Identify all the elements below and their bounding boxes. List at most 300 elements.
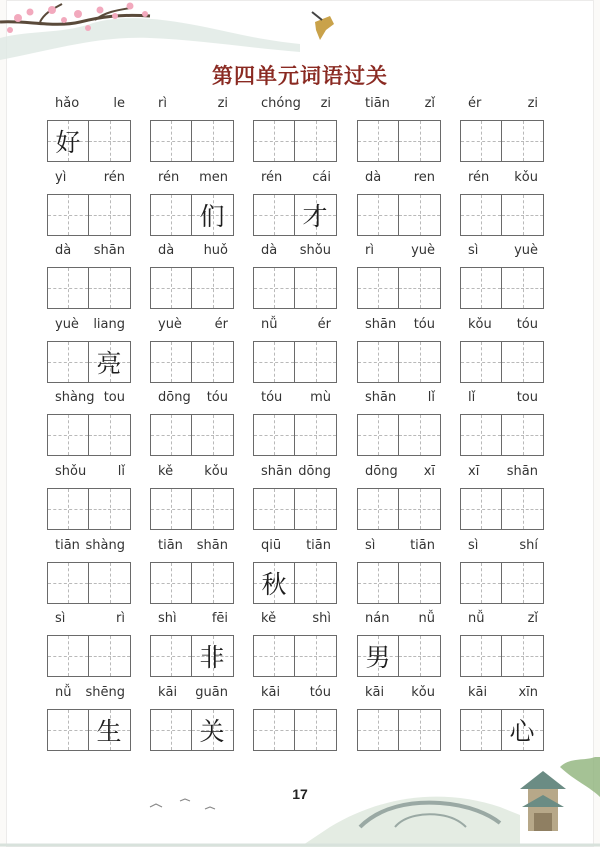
tianzige-box[interactable]	[399, 267, 441, 309]
pinyin-syllable: lǐ	[427, 390, 435, 406]
writing-boxes	[253, 635, 337, 677]
tianzige-box[interactable]	[192, 635, 234, 677]
printed-character: 才	[302, 201, 328, 231]
tianzige-box[interactable]	[89, 341, 131, 383]
pinyin-syllable: tóu	[516, 316, 538, 332]
tianzige-box[interactable]	[253, 635, 295, 677]
tianzige-box[interactable]	[192, 488, 234, 530]
pinyin-syllable: nán	[365, 611, 390, 627]
tianzige-box[interactable]	[502, 635, 544, 677]
pinyin-syllable: dà	[55, 243, 72, 259]
vocab-item	[150, 611, 236, 681]
vocab-row	[47, 611, 557, 685]
pinyin-syllable: le	[113, 96, 125, 111]
tianzige-box[interactable]	[150, 414, 192, 456]
printed-character: 非	[199, 643, 225, 673]
printed-character	[89, 489, 129, 529]
printed-character	[151, 489, 191, 529]
printed-character	[358, 710, 398, 750]
writing-boxes	[357, 341, 441, 383]
printed-character	[358, 342, 398, 382]
pinyin-syllable: zi	[320, 96, 331, 111]
tianzige-box[interactable]	[150, 341, 192, 383]
tianzige-box[interactable]	[150, 488, 192, 530]
pinyin-line	[47, 243, 133, 265]
pinyin-syllable: kě	[261, 611, 277, 627]
pinyin-syllable: ér	[468, 96, 482, 111]
vocab-item	[47, 464, 133, 534]
tianzige-box[interactable]	[502, 341, 544, 383]
tianzige-box[interactable]	[47, 194, 89, 236]
pinyin-line	[47, 96, 133, 118]
tianzige-box[interactable]	[460, 488, 502, 530]
tianzige-box[interactable]	[399, 414, 441, 456]
printed-character	[48, 415, 88, 455]
vocab-item	[460, 317, 546, 387]
tianzige-box[interactable]	[192, 120, 234, 162]
writing-boxes	[357, 709, 441, 751]
pinyin-syllable: nǚ	[468, 611, 485, 627]
tianzige-box[interactable]	[253, 341, 295, 383]
tianzige-box[interactable]	[192, 194, 234, 236]
pinyin-syllable: tiān	[55, 537, 80, 553]
tianzige-box[interactable]	[295, 562, 337, 604]
pinyin-syllable: rì	[116, 611, 125, 627]
writing-boxes	[357, 414, 441, 456]
tianzige-box[interactable]	[253, 488, 295, 530]
printed-character	[254, 710, 294, 750]
printed-character	[89, 195, 129, 235]
pinyin-syllable: xī	[423, 464, 435, 479]
tianzige-box[interactable]	[502, 709, 544, 751]
tianzige-box[interactable]	[253, 194, 295, 236]
pinyin-syllable: kǒu	[468, 316, 492, 332]
vocab-item	[460, 390, 546, 460]
pinyin-syllable: kāi	[365, 684, 385, 700]
pinyin-syllable: mù	[310, 390, 331, 406]
tianzige-box[interactable]	[357, 414, 399, 456]
vocab-item	[357, 538, 443, 608]
pinyin-syllable: xīn	[518, 684, 538, 700]
tianzige-box[interactable]	[89, 635, 131, 677]
printed-character: 关	[199, 716, 225, 746]
tianzige-box[interactable]	[295, 414, 337, 456]
printed-character: 男	[365, 643, 391, 673]
pinyin-syllable: tiān	[158, 537, 183, 553]
tianzige-box[interactable]	[460, 414, 502, 456]
pinyin-line	[357, 317, 443, 339]
tianzige-box[interactable]	[460, 709, 502, 751]
pinyin-line	[253, 390, 339, 412]
pinyin-syllable: sì	[468, 537, 479, 553]
pinyin-syllable: ér	[214, 316, 228, 332]
tianzige-box[interactable]	[47, 635, 89, 677]
pinyin-line	[47, 464, 133, 486]
tianzige-box[interactable]	[357, 562, 399, 604]
printed-character	[295, 636, 335, 676]
pinyin-syllable: shān	[506, 464, 538, 479]
printed-character	[192, 268, 232, 308]
pinyin-syllable: tóu	[206, 390, 228, 406]
writing-boxes	[253, 267, 337, 309]
pinyin-syllable: dà	[365, 169, 382, 185]
pinyin-syllable: shì	[158, 611, 177, 627]
pinyin-syllable: cái	[312, 169, 331, 185]
pinyin-line	[150, 538, 236, 560]
pinyin-line	[253, 538, 339, 560]
tianzige-box[interactable]	[357, 267, 399, 309]
printed-character	[399, 489, 439, 529]
tianzige-box[interactable]	[357, 635, 399, 677]
vocab-row	[47, 464, 557, 538]
tianzige-box[interactable]	[357, 341, 399, 383]
tianzige-box[interactable]	[150, 267, 192, 309]
tianzige-box[interactable]	[192, 414, 234, 456]
pinyin-syllable: kǒu	[411, 684, 435, 700]
tianzige-box[interactable]	[47, 709, 89, 751]
pinyin-syllable: tóu	[413, 316, 435, 332]
printed-character	[89, 121, 129, 161]
vocab-row	[47, 538, 557, 612]
vocab-item	[150, 243, 236, 313]
printed-character	[399, 710, 439, 750]
pinyin-line	[460, 464, 546, 486]
vocab-row	[47, 317, 557, 391]
pinyin-syllable: lǐ	[468, 390, 476, 406]
vocab-item	[150, 538, 236, 608]
pinyin-line	[150, 317, 236, 339]
printed-character	[358, 563, 398, 603]
pinyin-syllable: zǐ	[424, 96, 435, 111]
printed-character	[151, 415, 191, 455]
printed-character	[358, 195, 398, 235]
tianzige-box[interactable]	[150, 562, 192, 604]
printed-character	[48, 268, 88, 308]
printed-character	[151, 563, 191, 603]
writing-boxes	[150, 635, 234, 677]
pinyin-line	[47, 685, 133, 707]
vocab-item	[47, 538, 133, 608]
pinyin-syllable: kǒu	[514, 169, 538, 185]
tianzige-box[interactable]	[399, 562, 441, 604]
tianzige-box[interactable]	[150, 194, 192, 236]
writing-boxes	[357, 194, 441, 236]
tianzige-box[interactable]	[295, 341, 337, 383]
pinyin-line	[460, 685, 546, 707]
writing-boxes	[357, 120, 441, 162]
tianzige-box[interactable]	[502, 562, 544, 604]
writing-boxes	[253, 709, 337, 751]
pinyin-syllable: dōng	[365, 464, 398, 479]
printed-character	[254, 121, 294, 161]
tianzige-box[interactable]	[502, 488, 544, 530]
tianzige-box[interactable]	[253, 562, 295, 604]
printed-character	[48, 342, 88, 382]
pinyin-line	[253, 317, 339, 339]
printed-character	[358, 415, 398, 455]
pinyin-line	[460, 538, 546, 560]
pinyin-line	[47, 317, 133, 339]
tianzige-box[interactable]	[150, 635, 192, 677]
pinyin-syllable: kāi	[468, 684, 488, 700]
printed-character	[295, 268, 335, 308]
tianzige-box[interactable]	[399, 120, 441, 162]
pinyin-syllable: sì	[55, 611, 66, 627]
printed-character	[461, 563, 501, 603]
writing-boxes	[357, 562, 441, 604]
tianzige-box[interactable]	[460, 341, 502, 383]
vocab-item	[357, 464, 443, 534]
writing-boxes	[47, 267, 131, 309]
printed-character	[399, 415, 439, 455]
tianzige-box[interactable]	[460, 267, 502, 309]
tianzige-box[interactable]	[253, 709, 295, 751]
pinyin-syllable: yuè	[55, 316, 79, 332]
writing-boxes	[47, 635, 131, 677]
tianzige-box[interactable]	[192, 709, 234, 751]
printed-character	[295, 489, 335, 529]
vocab-item	[150, 96, 236, 166]
printed-character	[461, 636, 501, 676]
tianzige-box[interactable]	[89, 562, 131, 604]
tianzige-box[interactable]	[253, 414, 295, 456]
page-title: 第四单元词语过关	[212, 63, 388, 88]
pinyin-syllable: tiān	[410, 537, 435, 553]
pinyin-syllable: zǐ	[527, 611, 538, 627]
writing-boxes	[357, 635, 441, 677]
tianzige-box[interactable]	[89, 488, 131, 530]
writing-boxes	[47, 562, 131, 604]
printed-character: 亮	[96, 348, 122, 378]
pinyin-syllable: shān	[196, 537, 228, 553]
pinyin-syllable: tiān	[365, 96, 390, 111]
pinyin-line	[460, 317, 546, 339]
tianzige-box[interactable]	[47, 488, 89, 530]
pinyin-syllable: dōng	[158, 390, 191, 406]
tianzige-box[interactable]	[89, 414, 131, 456]
writing-boxes	[460, 635, 544, 677]
tianzige-box[interactable]	[295, 488, 337, 530]
pinyin-line	[253, 170, 339, 192]
pinyin-line	[253, 685, 339, 707]
writing-boxes	[47, 341, 131, 383]
tianzige-box[interactable]	[399, 635, 441, 677]
pinyin-syllable: kě	[158, 464, 174, 479]
printed-character	[151, 710, 191, 750]
pinyin-syllable: xī	[468, 464, 480, 479]
tianzige-box[interactable]	[357, 120, 399, 162]
printed-character	[89, 415, 129, 455]
vocab-item	[150, 390, 236, 460]
pinyin-line	[150, 243, 236, 265]
vocab-item	[357, 685, 443, 755]
writing-boxes	[460, 194, 544, 236]
tianzige-box[interactable]	[192, 267, 234, 309]
printed-character	[461, 342, 501, 382]
vocab-item	[47, 611, 133, 681]
pinyin-line	[150, 464, 236, 486]
pinyin-syllable: ér	[317, 316, 331, 332]
vocab-item	[357, 96, 443, 166]
vocab-item	[253, 611, 339, 681]
tianzige-box[interactable]	[89, 709, 131, 751]
printed-character	[192, 342, 232, 382]
printed-character	[254, 268, 294, 308]
tianzige-box[interactable]	[399, 488, 441, 530]
writing-boxes	[253, 194, 337, 236]
vocab-item	[47, 317, 133, 387]
tianzige-box[interactable]	[253, 120, 295, 162]
pinyin-syllable: rén	[158, 169, 180, 185]
writing-boxes	[150, 709, 234, 751]
pinyin-line	[47, 390, 133, 412]
tianzige-box[interactable]	[295, 194, 337, 236]
tianzige-box[interactable]	[89, 120, 131, 162]
writing-boxes	[150, 267, 234, 309]
writing-boxes	[47, 120, 131, 162]
tianzige-box[interactable]	[47, 414, 89, 456]
tianzige-box[interactable]	[295, 635, 337, 677]
pinyin-syllable: tóu	[261, 390, 283, 406]
pinyin-syllable: sì	[365, 537, 376, 553]
pinyin-syllable: nǚ	[55, 684, 72, 700]
pinyin-line	[357, 96, 443, 118]
tianzige-box[interactable]	[502, 120, 544, 162]
tianzige-box[interactable]	[357, 488, 399, 530]
writing-boxes	[150, 414, 234, 456]
pinyin-line	[460, 390, 546, 412]
pinyin-syllable: rì	[365, 243, 374, 259]
tianzige-box[interactable]	[460, 194, 502, 236]
printed-character	[254, 342, 294, 382]
pinyin-line	[47, 170, 133, 192]
printed-character	[295, 710, 335, 750]
writing-boxes	[357, 267, 441, 309]
vocab-item	[357, 390, 443, 460]
pinyin-syllable: rén	[103, 169, 125, 185]
tianzige-box[interactable]	[460, 562, 502, 604]
tianzige-box[interactable]	[47, 267, 89, 309]
vocab-item	[460, 464, 546, 534]
tianzige-box[interactable]	[357, 709, 399, 751]
tianzige-box[interactable]	[295, 120, 337, 162]
pinyin-syllable: shēng	[85, 684, 125, 700]
tianzige-box[interactable]	[150, 120, 192, 162]
pinyin-syllable: zi	[527, 96, 538, 111]
pinyin-line	[253, 243, 339, 265]
tianzige-box[interactable]	[295, 267, 337, 309]
tianzige-box[interactable]	[192, 341, 234, 383]
pinyin-syllable: yuè	[411, 243, 435, 259]
pinyin-syllable: yì	[55, 169, 67, 185]
tianzige-box[interactable]	[47, 120, 89, 162]
pinyin-syllable: guān	[195, 684, 228, 700]
printed-character	[461, 195, 501, 235]
pinyin-syllable: tóu	[309, 684, 331, 700]
writing-boxes	[460, 488, 544, 530]
writing-boxes	[460, 341, 544, 383]
pinyin-syllable: yuè	[158, 316, 182, 332]
tianzige-box[interactable]	[399, 194, 441, 236]
printed-character	[151, 121, 191, 161]
writing-boxes	[460, 562, 544, 604]
vocab-item	[253, 538, 339, 608]
pinyin-syllable: rì	[158, 96, 167, 111]
writing-boxes	[47, 709, 131, 751]
tianzige-box[interactable]	[89, 267, 131, 309]
tianzige-box[interactable]	[502, 414, 544, 456]
vocab-item	[460, 685, 546, 755]
tianzige-box[interactable]	[295, 709, 337, 751]
printed-character	[502, 342, 542, 382]
printed-character	[295, 121, 335, 161]
pinyin-syllable: ren	[413, 169, 435, 185]
tianzige-box[interactable]	[399, 709, 441, 751]
printed-character	[89, 636, 129, 676]
printed-character	[461, 710, 501, 750]
pinyin-syllable: kāi	[261, 684, 281, 700]
tianzige-box[interactable]	[502, 267, 544, 309]
tianzige-box[interactable]	[502, 194, 544, 236]
pinyin-syllable: shān	[261, 464, 293, 479]
pinyin-syllable: shí	[519, 537, 538, 553]
pinyin-line	[357, 170, 443, 192]
pinyin-syllable: qiū	[261, 537, 282, 553]
pinyin-syllable: rén	[468, 169, 490, 185]
printed-character	[502, 563, 542, 603]
pinyin-syllable: men	[199, 169, 228, 185]
tianzige-box[interactable]	[460, 635, 502, 677]
printed-character	[502, 268, 542, 308]
printed-character: 们	[199, 201, 225, 231]
vocab-item	[47, 170, 133, 240]
tianzige-box[interactable]	[89, 194, 131, 236]
pinyin-syllable: dōng	[298, 464, 331, 479]
pinyin-syllable: hǎo	[55, 96, 80, 111]
pinyin-line	[460, 243, 546, 265]
pinyin-line	[460, 96, 546, 118]
pinyin-line	[47, 538, 133, 560]
pinyin-syllable: fēi	[211, 611, 228, 627]
writing-boxes	[253, 562, 337, 604]
pinyin-line	[150, 685, 236, 707]
tianzige-box[interactable]	[460, 120, 502, 162]
pinyin-syllable: kāi	[158, 684, 178, 700]
tianzige-box[interactable]	[253, 267, 295, 309]
tianzige-box[interactable]	[399, 341, 441, 383]
printed-character	[151, 268, 191, 308]
tianzige-box[interactable]	[357, 194, 399, 236]
pinyin-syllable: shān	[93, 243, 125, 259]
writing-boxes	[150, 341, 234, 383]
writing-boxes	[460, 709, 544, 751]
tianzige-box[interactable]	[47, 341, 89, 383]
printed-character	[192, 563, 232, 603]
vocab-item	[357, 317, 443, 387]
tianzige-box[interactable]	[47, 562, 89, 604]
printed-character: 心	[509, 716, 535, 746]
printed-character	[502, 636, 542, 676]
pinyin-line	[357, 538, 443, 560]
tianzige-box[interactable]	[192, 562, 234, 604]
printed-character	[461, 415, 501, 455]
tianzige-box[interactable]	[150, 709, 192, 751]
printed-character	[48, 195, 88, 235]
pinyin-syllable: nǚ	[418, 611, 435, 627]
printed-character	[192, 415, 232, 455]
writing-boxes	[460, 120, 544, 162]
pinyin-syllable: huǒ	[203, 243, 228, 259]
